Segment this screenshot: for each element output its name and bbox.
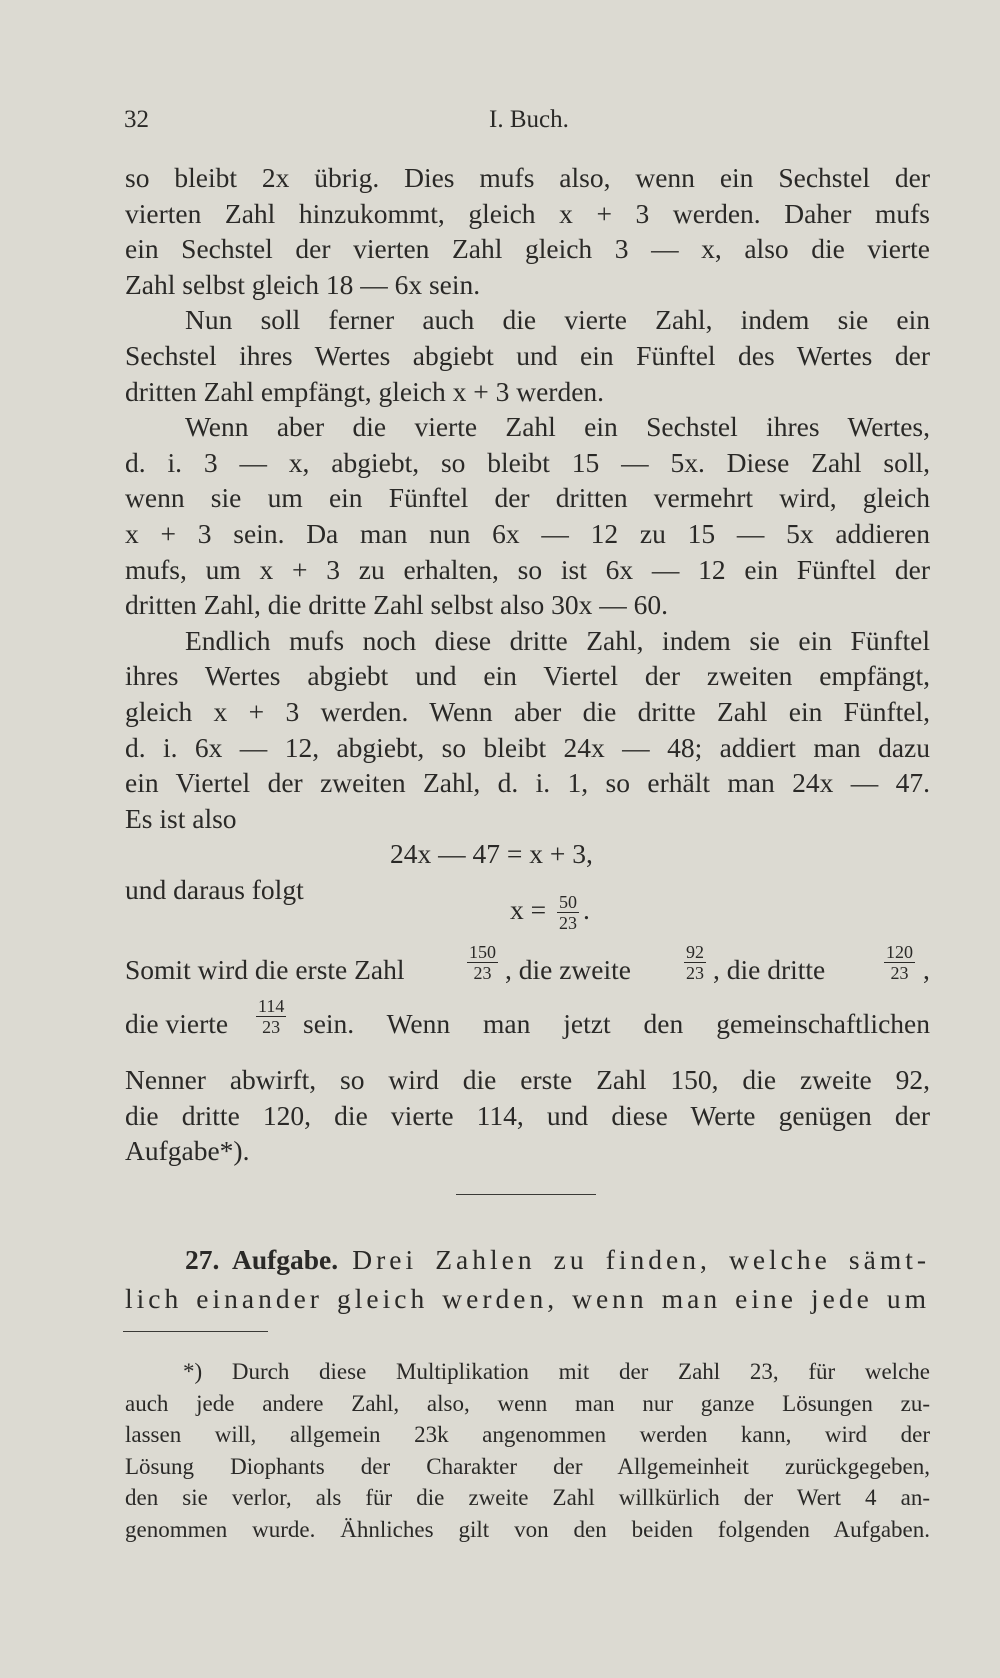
text-span: , die zweite (505, 954, 631, 986)
text-span: Somit wird die erste Zahl (125, 954, 405, 986)
text-line: ihres Wertes abgiebt und ein Viertel der zweiten empfängt, (125, 660, 930, 692)
text-line (125, 992, 930, 1052)
paragraph-5 (125, 942, 930, 1074)
footnote (125, 1356, 930, 1545)
problem-number: 27. Aufgabe. (185, 1244, 339, 1275)
paragraph-3 (125, 409, 930, 623)
equation-2 (510, 892, 590, 933)
problem-27 (125, 1240, 930, 1318)
text-line: Zahl selbst gleich 18 — 6x sein. (125, 268, 481, 300)
text-line: die dritte 120, die vierte 114, und diese Werte genügen der (125, 1099, 930, 1131)
problem-text: Drei Zahlen zu finden, welche sämt- (352, 1244, 931, 1275)
paragraph-4 (125, 623, 930, 837)
text-span: , die dritte (713, 954, 826, 986)
text-line: gleich x + 3 werden. Wenn aber die dritte Zahl ein Fünftel, (125, 695, 930, 727)
text-line: Wenn aber die vierte Zahl ein Sechstel ihres Wertes, (185, 411, 930, 443)
equation-line (125, 836, 930, 872)
footnote-line: den sie verlor, als für die zweite Zahl willkürlich der Wert 4 an- (125, 1485, 930, 1510)
fraction-numerator: 150 (469, 942, 496, 963)
text-line: Nenner abwirft, so wird die erste Zahl 150, die zweite 92, (125, 1064, 930, 1096)
fraction (256, 996, 286, 1037)
footnote-rule (123, 1331, 268, 1332)
text-span: sein. Wenn man jetzt den gemeinschaftlichen (303, 1008, 930, 1040)
text-line (125, 1240, 930, 1279)
text-line: Endlich mufs noch diese dritte Zahl, indem sie ein Fünftel (185, 624, 930, 656)
fraction-numerator: 114 (258, 996, 285, 1017)
running-head (124, 106, 928, 140)
text-line: mufs, um x + 3 zu erhalten, so ist 6x — 12 ein Fünftel der (125, 553, 930, 585)
page-number: 32 (124, 106, 149, 133)
text-line: dritten Zahl empfängt, gleich x + 3 werden. (125, 375, 605, 407)
text-span: , (923, 954, 930, 986)
fraction (467, 942, 498, 983)
section-divider (456, 1194, 596, 1195)
text-line: ein Sechstel der vierten Zahl gleich 3 — x, also die vierte (125, 233, 930, 265)
paragraph-1 (125, 160, 930, 302)
text-line: lich einander gleich werden, wenn man eine jede um (125, 1283, 930, 1314)
paragraph-6 (125, 1062, 930, 1169)
text-line: vierten Zahl hinzukommt, gleich x + 3 werden. Daher mufs (125, 197, 930, 229)
fraction-denominator: 23 (262, 1017, 281, 1038)
text-line: Es ist also (125, 802, 237, 834)
footnote-line: *) Durch diese Multiplikation mit der Zahl 23, für welche (183, 1359, 930, 1384)
text-line: d. i. 6x — 12, abgiebt, so bleibt 24x — 48; addiert man dazu (125, 731, 930, 763)
text-line: Aufgabe*). (125, 1135, 250, 1167)
fraction-denominator: 23 (890, 963, 909, 984)
fraction-denominator: 23 (559, 913, 578, 934)
text-line: d. i. 3 — x, abgiebt, so bleibt 15 — 5x. Diese Zahl soll, (125, 446, 930, 478)
text-line: so bleibt 2x übrig. Dies mufs also, wenn ein Sechstel der (125, 162, 930, 193)
fraction-numerator: 50 (559, 892, 578, 913)
equation-2-lhs: x = (510, 894, 547, 926)
text-span: die vierte (125, 1008, 229, 1040)
fraction-denominator: 23 (686, 963, 704, 984)
lead-text: und daraus folgt (125, 874, 304, 906)
text-line (125, 942, 930, 992)
running-title: I. Buch. (489, 106, 569, 133)
footnote-line: genommen wurde. Ähnliches gilt von den beiden folgenden Aufgaben. (125, 1516, 930, 1542)
text-line: wenn sie um ein Fünftel der dritten vermehrt wird, gleich (125, 482, 930, 514)
fraction-denominator: 23 (473, 963, 492, 984)
footnote-line: auch jede andere Zahl, also, wenn man nur ganze Lösungen zu- (125, 1390, 930, 1416)
text-line: Nun soll ferner auch die vierte Zahl, indem sie ein (185, 304, 930, 336)
main-text (125, 160, 930, 1169)
fraction (557, 892, 579, 933)
footnote-line: lassen will, allgemein 23k angenommen werden kann, wird der (125, 1422, 930, 1447)
fraction (884, 942, 915, 983)
fraction-numerator: 92 (686, 942, 704, 963)
text-line: dritten Zahl, die dritte Zahl selbst also 30x — 60. (125, 589, 669, 621)
text-line: x + 3 sein. Da man nun 6x — 12 zu 15 — 5x addieren (125, 517, 930, 549)
text-line: ein Viertel der zweiten Zahl, d. i. 1, so erhält man 24x — 47. (125, 767, 930, 799)
fraction (684, 942, 706, 983)
equation-2-end: . (583, 894, 590, 926)
equation-1: 24x — 47 = x + 3, (390, 838, 593, 870)
fraction-numerator: 120 (886, 942, 913, 963)
text-line: Sechstel ihres Wertes abgiebt und ein Fünftel des Wertes der (125, 339, 930, 371)
paragraph-2 (125, 302, 930, 409)
footnote-line: Lösung Diophants der Charakter der Allgemeinheit zurückgegeben, (125, 1453, 930, 1479)
equation-block (125, 872, 930, 942)
